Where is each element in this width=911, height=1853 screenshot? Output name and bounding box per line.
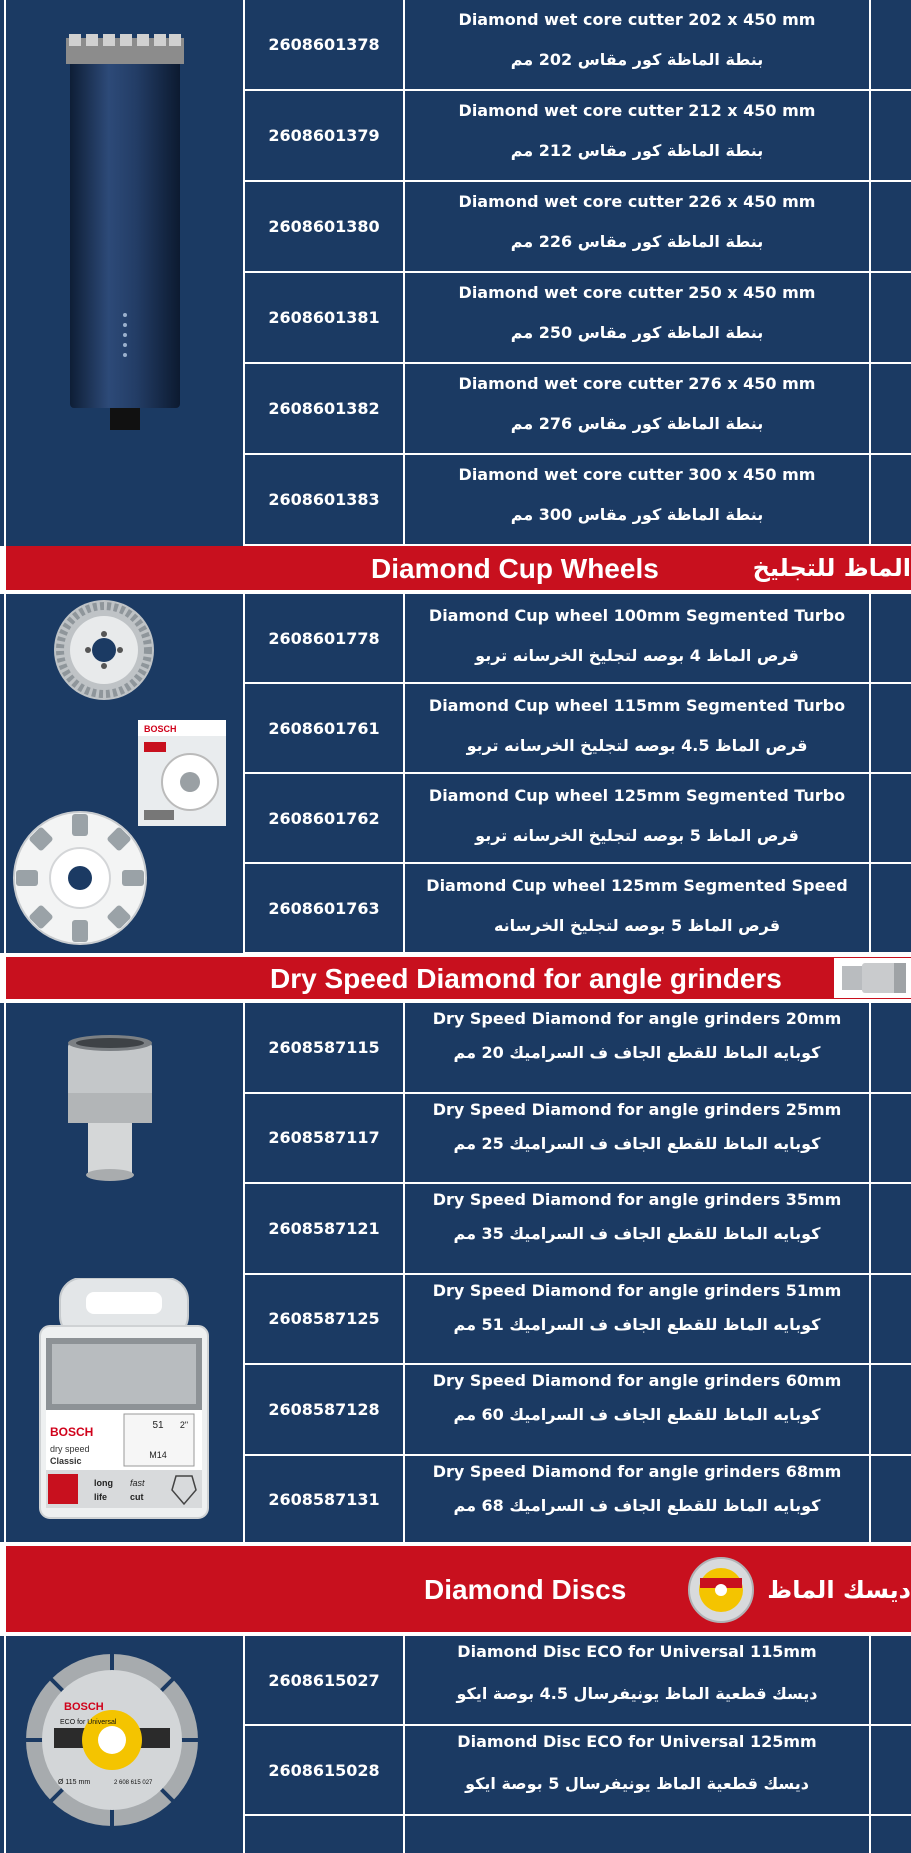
- package-slogan: life: [94, 1492, 108, 1502]
- part-number: 2608601379: [268, 126, 380, 145]
- table-border: [4, 1636, 6, 1853]
- section-header-dry-speed: [6, 957, 911, 999]
- description-cell: [405, 864, 869, 952]
- table-border: [4, 594, 6, 953]
- table-border: [4, 0, 6, 546]
- table-border: [869, 0, 871, 546]
- row-divider: [243, 1814, 911, 1816]
- description-english: Dry Speed Diamond for angle grinders 35mm: [432, 1190, 842, 1209]
- part-number: 2608587117: [268, 1128, 380, 1148]
- description-cell: [405, 594, 869, 682]
- description-arabic: كوبايه الماظ للقطع الجاف ف السراميك 20 مم: [453, 1043, 821, 1062]
- part-number: 2608615028: [268, 1760, 380, 1780]
- description-arabic: بنطة الماظة كور مقاس 202 مم: [510, 50, 764, 69]
- description-arabic: بنطة الماظة كور مقاس 276 مم: [510, 414, 764, 433]
- description-arabic: كوبايه الماظ للقطع الجاف ف السراميك 68 مم: [453, 1495, 821, 1515]
- description-english: Diamond Cup wheel 125mm Segmented Speed: [426, 876, 848, 895]
- description-english: Diamond Cup wheel 125mm Segmented Turbo: [428, 786, 846, 805]
- description-cell: [405, 364, 869, 453]
- package-brand: BOSCH: [144, 724, 177, 734]
- description-english: Diamond wet core cutter 226 x 450 mm: [458, 192, 816, 211]
- part-number: 2608601383: [268, 490, 380, 509]
- package-slogan: long: [94, 1478, 113, 1488]
- cup-wheel-speed-image: [10, 808, 150, 948]
- part-number: 2608615027: [268, 1670, 380, 1690]
- package-size: 51: [152, 1420, 164, 1431]
- diamond-disc-image: [24, 1652, 200, 1828]
- description-arabic: بنطة الماظة كور مقاس 212 مم: [510, 141, 764, 160]
- description-arabic: ديسك قطعية الماظ يونيفرسال 5 بوصة ايكو: [465, 1774, 809, 1793]
- disc-line: ECO for Universal: [60, 1719, 117, 1726]
- core-cutter-image: [60, 30, 190, 435]
- cup-wheel-package-image: [138, 720, 226, 826]
- package-thread: M14: [149, 1450, 167, 1460]
- part-number: 2608601762: [268, 808, 380, 828]
- package-slogan: fast: [130, 1478, 145, 1488]
- description-cell: [405, 1094, 869, 1183]
- disc-brand: BOSCH: [64, 1701, 104, 1713]
- description-cell: [405, 273, 869, 362]
- package-line: Classic: [50, 1456, 82, 1466]
- disc-code: 2 608 615 027: [114, 1780, 153, 1786]
- description-cell: [405, 1184, 869, 1273]
- description-arabic: قرص الماظ 5 بوصه لتجليخ الخرسانه: [493, 916, 781, 935]
- description-english: Diamond wet core cutter 300 x 450 mm: [458, 465, 816, 484]
- part-number: 2608601763: [268, 898, 380, 918]
- part-number: 2608587121: [268, 1218, 380, 1238]
- part-number: 2608601380: [268, 217, 380, 236]
- table-border: [4, 1003, 6, 1546]
- description-arabic: قرص الماظ 4 بوصه لتجليخ الخرسانه تربو: [475, 646, 799, 665]
- description-english: Dry Speed Diamond for angle grinders 51mm: [432, 1280, 842, 1300]
- package-line: dry speed: [50, 1444, 90, 1454]
- section-title-arabic: ديسك الماظ: [767, 1576, 911, 1604]
- section-header-diamond-discs: [6, 1546, 911, 1632]
- part-number: 2608601778: [268, 628, 380, 648]
- section-title: Diamond Cup Wheels: [371, 553, 659, 584]
- description-arabic: قرص الماظ 4.5 بوصه لتجليخ الخرسانه تربو: [466, 736, 808, 755]
- description-cell: [405, 1726, 869, 1814]
- description-arabic: ديسك قطعية الماظ يونيفرسال 4.5 بوصة ايكو: [456, 1684, 818, 1703]
- description-cell: [405, 182, 869, 271]
- description-english: Diamond wet core cutter 212 x 450 mm: [458, 101, 816, 120]
- table-border: [869, 1636, 871, 1853]
- disc-size: Ø 115 mm: [58, 1779, 91, 1786]
- description-cell: [405, 774, 869, 862]
- description-cell: [405, 1456, 869, 1545]
- description-english: Dry Speed Diamond for angle grinders 20mm: [432, 1009, 842, 1028]
- description-english: Diamond wet core cutter 202 x 450 mm: [458, 10, 816, 29]
- description-english: Dry Speed Diamond for angle grinders 25mm: [432, 1099, 842, 1119]
- description-english: Diamond Cup wheel 115mm Segmented Turbo: [428, 696, 846, 715]
- part-number: 2608601381: [268, 308, 380, 327]
- description-cell: [405, 684, 869, 772]
- description-cell: [405, 91, 869, 180]
- description-english: Diamond wet core cutter 276 x 450 mm: [458, 374, 816, 393]
- description-arabic: بنطة الماظة كور مقاس 226 مم: [510, 232, 764, 251]
- part-number: 2608601378: [268, 35, 380, 54]
- description-cell: [405, 1365, 869, 1454]
- package-slogan: cut: [130, 1492, 144, 1502]
- description-arabic: كوبايه الماظ للقطع الجاف ف السراميك 25 مم: [453, 1133, 821, 1153]
- dry-speed-bit-thumbnail: [834, 958, 911, 998]
- description-arabic: كوبايه الماظ للقطع الجاف ف السراميك 60 مم: [453, 1405, 821, 1424]
- description-english: Diamond wet core cutter 250 x 450 mm: [458, 283, 816, 302]
- part-number: 2608587131: [268, 1490, 380, 1510]
- table-border: [869, 1003, 871, 1546]
- description-arabic: بنطة الماظة كور مقاس 250 مم: [510, 323, 764, 342]
- description-cell: [405, 455, 869, 544]
- cup-wheel-turbo-image: [52, 598, 156, 702]
- description-arabic: بنطة الماظة كور مقاس 300 مم: [510, 505, 764, 524]
- description-arabic: كوبايه الماظ للقطع الجاف ف السراميك 35 مم: [453, 1224, 821, 1243]
- description-cell: [405, 0, 869, 89]
- description-cell: [405, 1003, 869, 1092]
- description-english: Diamond Disc ECO for Universal 115mm: [457, 1642, 817, 1661]
- description-english: Diamond Disc ECO for Universal 125mm: [457, 1732, 817, 1751]
- description-english: Dry Speed Diamond for angle grinders 68mm: [432, 1461, 842, 1481]
- package-inch: 2": [179, 1420, 189, 1430]
- section-header-cup-wheels: [6, 546, 911, 590]
- part-number: 2608587128: [268, 1399, 380, 1419]
- part-number: 2608587125: [268, 1309, 380, 1329]
- section-title-arabic: الماظ للتجليخ: [752, 554, 911, 582]
- dry-speed-bit-image: [64, 1033, 156, 1183]
- diamond-disc-thumbnail: [686, 1556, 756, 1624]
- dry-speed-package-image: [38, 1278, 210, 1523]
- description-arabic: كوبايه الماظ للقطع الجاف ف السراميك 51 مم: [453, 1314, 821, 1334]
- description-cell: [405, 1275, 869, 1364]
- description-english: Dry Speed Diamond for angle grinders 60mm: [432, 1371, 842, 1390]
- part-number: 2608601382: [268, 399, 380, 418]
- package-brand: BOSCH: [50, 1425, 94, 1439]
- part-number: 2608601761: [268, 718, 380, 738]
- description-cell: [405, 1636, 869, 1724]
- description-english: Diamond Cup wheel 100mm Segmented Turbo: [428, 606, 846, 625]
- part-number: 2608587115: [268, 1037, 380, 1057]
- description-arabic: قرص الماظ 5 بوصه لتجليخ الخرسانه تربو: [475, 826, 799, 845]
- section-title: Dry Speed Diamond for angle grinders: [270, 963, 782, 994]
- section-title: Diamond Discs: [424, 1574, 627, 1605]
